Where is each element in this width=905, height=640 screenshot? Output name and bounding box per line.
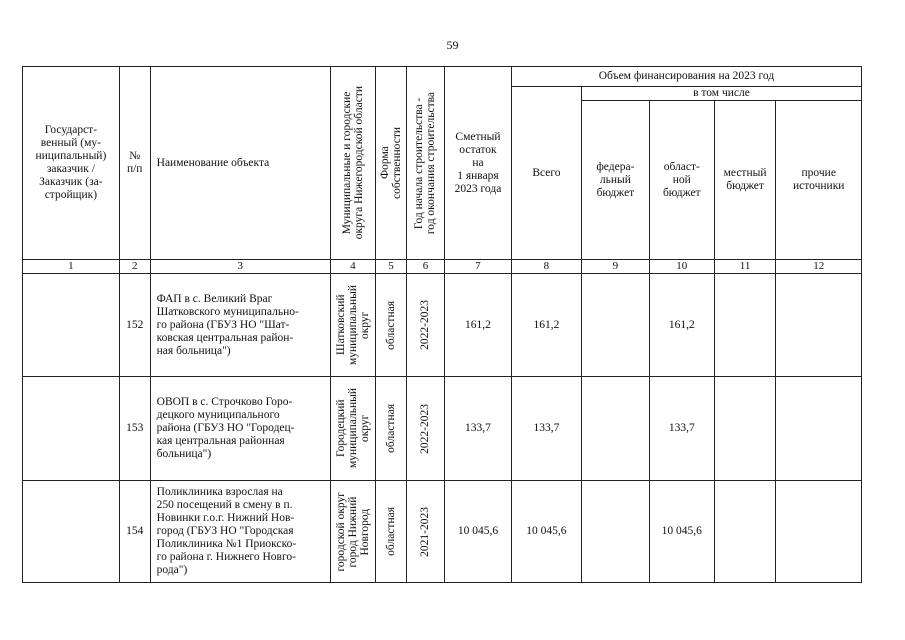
row-ownership — [376, 274, 407, 377]
row-ownership — [376, 377, 407, 481]
row-estimate: 161,2 — [445, 274, 512, 377]
row-municipality-text: Городецкий муниципальный округ — [334, 388, 371, 469]
row-total: 133,7 — [511, 377, 581, 481]
col-number: 12 — [776, 260, 862, 274]
header-object: Наименование объекта — [150, 67, 330, 260]
row-years-text: 2022-2023 — [419, 300, 432, 350]
table-row — [23, 377, 862, 481]
row-regional: 161,2 — [649, 274, 714, 377]
col-number: 9 — [581, 260, 649, 274]
row-years — [406, 481, 444, 583]
row-other — [776, 481, 862, 583]
row-federal — [581, 481, 649, 583]
table-row — [23, 481, 862, 583]
header-municipality-text: Муниципальные и городские округа Нижегородской области — [340, 86, 365, 240]
row-estimate: 10 045,6 — [445, 481, 512, 583]
row-ownership — [376, 481, 407, 583]
row-customer — [23, 274, 120, 377]
row-regional: 10 045,6 — [649, 481, 714, 583]
col-number: 3 — [150, 260, 330, 274]
row-num: 154 — [119, 481, 150, 583]
row-local — [714, 481, 776, 583]
header-estimate: Сметный остаток на 1 января 2023 года — [445, 67, 512, 260]
header-financing: Объем финансирования на 2023 год — [511, 67, 861, 87]
column-numbers-row — [23, 260, 862, 274]
row-municipality — [330, 377, 375, 481]
row-regional: 133,7 — [649, 377, 714, 481]
col-number: 8 — [511, 260, 581, 274]
col-number: 1 — [23, 260, 120, 274]
row-local — [714, 377, 776, 481]
row-years — [406, 377, 444, 481]
header-customer: Государст- венный (му- ниципальный) заказчик / Заказчик (за- стройщик) — [23, 67, 120, 260]
row-other — [776, 274, 862, 377]
header-other: прочие источники — [776, 101, 862, 260]
row-num: 152 — [119, 274, 150, 377]
row-municipality — [330, 481, 375, 583]
col-number: 11 — [714, 260, 776, 274]
row-federal — [581, 377, 649, 481]
header-num: № п/п — [119, 67, 150, 260]
col-number: 2 — [119, 260, 150, 274]
row-other — [776, 377, 862, 481]
header-total: Всего — [511, 87, 581, 260]
row-object: ФАП в с. Великий Враг Шатковского муниципально- го района (ГБУЗ НО "Шат- ковская центральная район- ная больница") — [150, 274, 330, 377]
row-object: Поликлиника взрослая на 250 посещений в смену в п. Новинки г.о.г. Нижний Нов- город (ГБУЗ НО "Городская Поликлиника №1 Приокско- го района г. Нижнего Новго- рода") — [150, 481, 330, 583]
header-ownership-text: Форма собственности — [379, 127, 404, 199]
row-customer — [23, 481, 120, 583]
header-years — [406, 67, 444, 260]
row-local — [714, 274, 776, 377]
header-years-text: Год начала строительства - год окончания строительства — [413, 91, 438, 235]
header-local: местный бюджет — [714, 101, 776, 260]
table-row — [23, 274, 862, 377]
header-municipality — [330, 67, 375, 260]
row-ownership-text: областная — [385, 300, 397, 350]
page-number: 59 — [446, 38, 459, 52]
financing-table — [22, 66, 862, 583]
row-ownership-text: областная — [385, 507, 397, 556]
col-number: 4 — [330, 260, 375, 274]
row-num: 153 — [119, 377, 150, 481]
col-number: 10 — [649, 260, 714, 274]
row-federal — [581, 274, 649, 377]
header-ownership — [376, 67, 407, 260]
row-municipality — [330, 274, 375, 377]
col-number: 7 — [445, 260, 512, 274]
header-federal: федера- льный бюджет — [581, 101, 649, 260]
col-number: 6 — [406, 260, 444, 274]
header-including: в том числе — [581, 87, 861, 101]
row-municipality-text: городской округ город Нижний Новгород — [334, 491, 371, 572]
row-years — [406, 274, 444, 377]
row-ownership-text: областная — [385, 404, 397, 453]
header-regional: област- ной бюджет — [649, 101, 714, 260]
row-estimate: 133,7 — [445, 377, 512, 481]
row-customer — [23, 377, 120, 481]
row-total: 10 045,6 — [511, 481, 581, 583]
row-total: 161,2 — [511, 274, 581, 377]
row-object: ОВОП в с. Строчково Горо- децкого муниципального района (ГБУЗ НО "Городец- кая центральная районная больница") — [150, 377, 330, 481]
col-number: 5 — [376, 260, 407, 274]
row-years-text: 2021-2023 — [419, 506, 432, 557]
row-municipality-text: Шатковский муниципальный округ — [334, 284, 371, 366]
row-years-text: 2022-2023 — [419, 403, 432, 454]
